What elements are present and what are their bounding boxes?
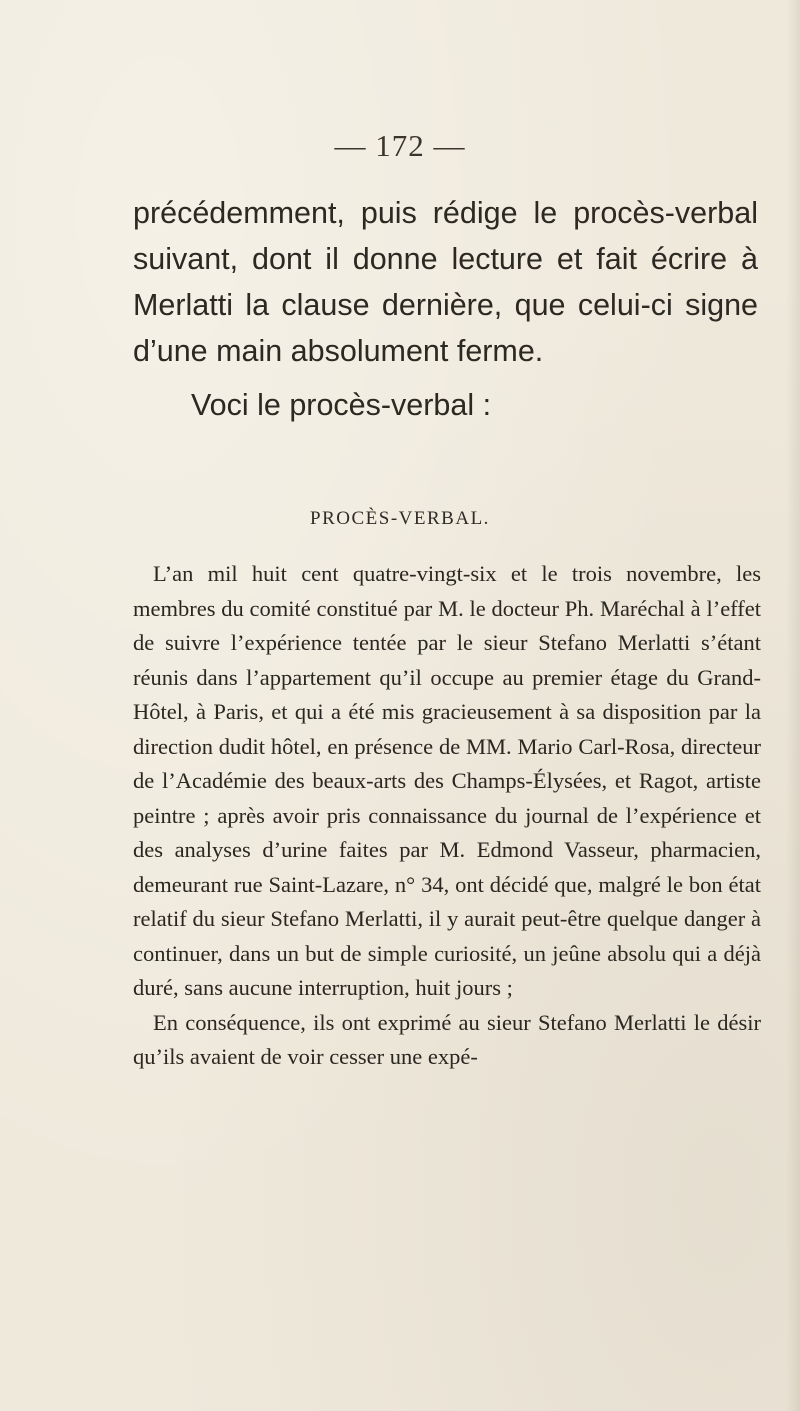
body-paragraph: L’an mil huit cent quatre-vingt-six et le trois novembre, les membres du comité constitué par M. le docteur Ph. Maréchal à l’effet de suivre l’expérience tentée par le sieur Stefano Merlatti s’étant réunis dans l’appartement qu’il occupe au premier étage du Grand-Hôtel, à Paris, et qui a été mis gracieusement à sa disposition par la direction dudit hôtel, en présence de MM. Mario Carl-Rosa, directeur de l’Académie des beaux-arts des Champs-Élysées, et Ragot, artiste peintre ; après avoir pris connaissance du journal de l’expérience et des analyses d’urine faites par M. Edmond Vasseur, pharmacien, demeurant rue Saint-Lazare, n° 34, ont décidé que, malgré le bon état relatif du sieur Stefano Merlatti, il y aurait peut-être quelque danger à continuer, dans un but de simple curiosité, un jeûne absolu qui a déjà duré, sans aucune interruption, huit jours ;	[133, 561, 761, 1000]
intro-paragraph: précédemment, puis rédige le procès-verbal suivant, dont il donne lecture et fait écrire à Merlatti la clause dernière, que celui-ci signe d’une main absolument ferme.	[133, 196, 758, 368]
page-number: — 172 —	[334, 128, 466, 163]
proces-verbal-text	[133, 557, 761, 1075]
body-paragraph: En conséquence, ils ont exprimé au sieur Stefano Merlatti le désir qu’ils avaient de voir cesser une expé-	[133, 1009, 761, 1069]
voci-line: Voci le procès-verbal :	[191, 388, 492, 422]
section-heading: PROCÈS-VERBAL.	[310, 508, 490, 529]
intro-text	[133, 190, 758, 428]
